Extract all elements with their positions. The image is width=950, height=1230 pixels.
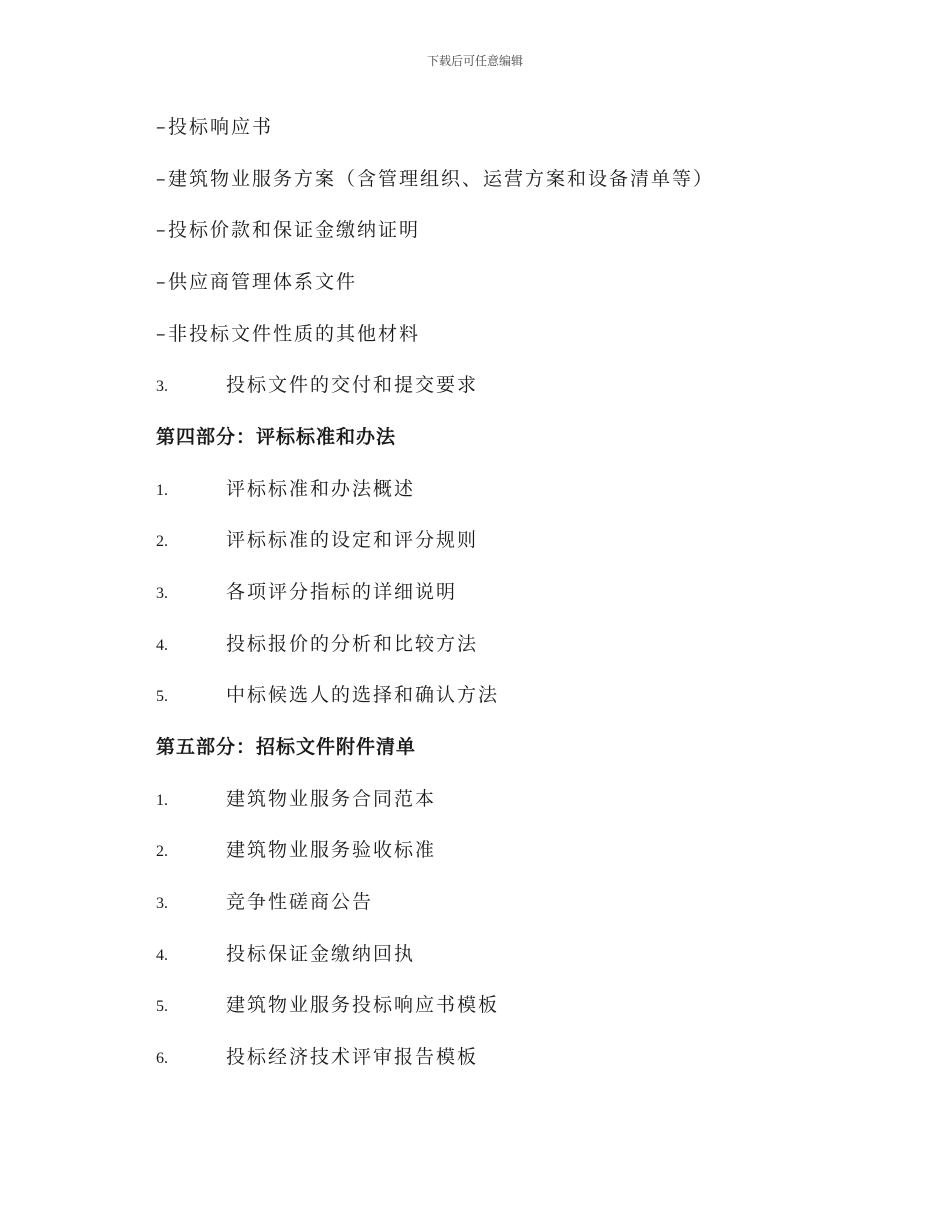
numbered-item-text: 投标保证金缴纳回执 (226, 943, 416, 965)
item-number: 3. (156, 585, 168, 602)
numbered-item (156, 631, 478, 659)
numbered-item-text: 建筑物业服务投标响应书模板 (226, 994, 500, 1016)
numbered-item-text: 建筑物业服务验收标准 (226, 839, 437, 861)
list-item-text: 建筑物业服务方案（含管理组织、运营方案和设备清单等） (168, 168, 715, 190)
numbered-item (156, 992, 499, 1020)
numbered-item (156, 889, 373, 917)
numbered-item-text: 竞争性磋商公告 (226, 891, 374, 913)
item-number: 2. (156, 843, 168, 860)
list-item (156, 269, 357, 295)
numbered-item-text: 评标标准和办法概述 (226, 478, 416, 500)
dash-marker: – (156, 116, 166, 138)
item-number: 3. (156, 895, 168, 912)
dash-marker: – (156, 323, 166, 345)
dash-marker: – (156, 271, 166, 293)
numbered-item (156, 786, 436, 814)
numbered-item (156, 941, 415, 969)
list-item-text: 非投标文件性质的其他材料 (168, 323, 421, 345)
numbered-item-text: 投标文件的交付和提交要求 (226, 374, 479, 396)
item-number: 5. (156, 998, 168, 1015)
numbered-item (156, 527, 478, 555)
numbered-item (156, 476, 415, 504)
numbered-item-text: 投标报价的分析和比较方法 (226, 633, 479, 655)
numbered-item (156, 682, 499, 710)
item-number: 1. (156, 792, 168, 809)
item-number: 1. (156, 482, 168, 499)
dash-marker: – (156, 168, 166, 190)
list-item-text: 投标响应书 (168, 116, 274, 138)
dash-marker: – (156, 219, 166, 241)
list-item (156, 321, 420, 347)
numbered-item (156, 837, 436, 865)
numbered-item-text: 各项评分指标的详细说明 (226, 581, 458, 603)
list-item (156, 166, 714, 192)
page-header: 下载后可任意编辑 (426, 54, 523, 68)
numbered-item-text: 中标候选人的选择和确认方法 (226, 684, 500, 706)
item-number: 6. (156, 1050, 168, 1067)
list-item (156, 217, 420, 243)
item-number: 5. (156, 688, 168, 705)
section-heading: 第四部分：评标标准和办法 (156, 426, 397, 448)
item-number: 4. (156, 637, 168, 654)
numbered-item-text: 建筑物业服务合同范本 (226, 788, 437, 810)
item-number: 3. (156, 378, 168, 395)
numbered-item (156, 1044, 478, 1072)
list-item (156, 114, 273, 140)
item-number: 2. (156, 533, 168, 550)
numbered-item-text: 评标标准的设定和评分规则 (226, 529, 479, 551)
list-item-text: 供应商管理体系文件 (168, 271, 358, 293)
numbered-item (156, 372, 478, 400)
list-item-text: 投标价款和保证金缴纳证明 (168, 219, 421, 241)
numbered-item (156, 579, 457, 607)
numbered-item-text: 投标经济技术评审报告模板 (226, 1046, 479, 1068)
item-number: 4. (156, 947, 168, 964)
section-heading: 第五部分：招标文件附件清单 (156, 736, 417, 758)
